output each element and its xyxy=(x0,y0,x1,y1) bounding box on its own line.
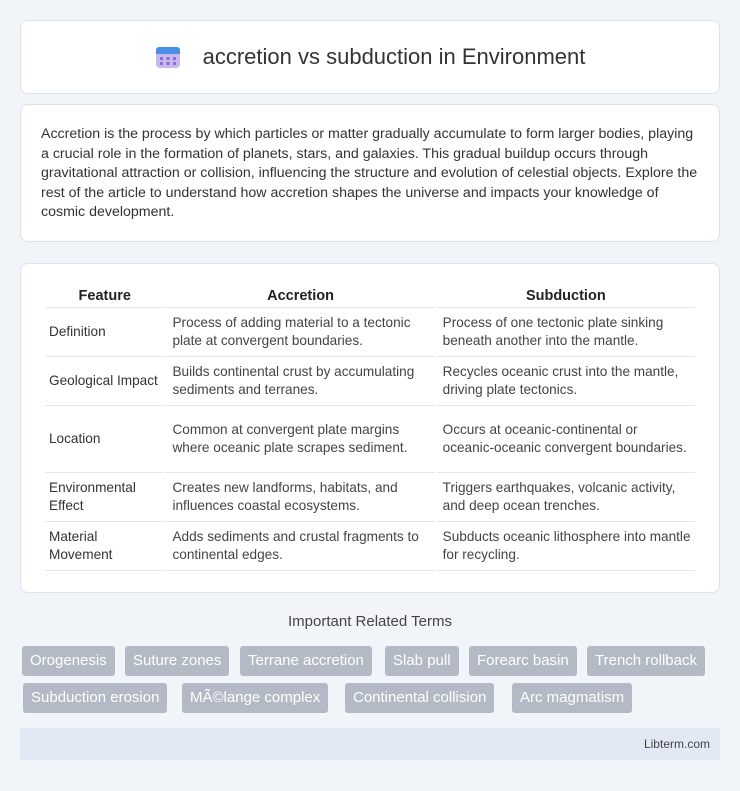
table-cell-subduction: Process of one tectonic plate sinking beneath another into the mantle. xyxy=(437,308,695,357)
intro-card xyxy=(20,104,720,242)
related-terms-title: Important Related Terms xyxy=(288,613,452,630)
tag-orogenesis[interactable]: Orogenesis xyxy=(22,646,115,676)
page-title: accretion vs subduction in Environment xyxy=(202,44,586,69)
tag-suture-zones[interactable]: Suture zones xyxy=(125,646,229,676)
table-row xyxy=(45,308,695,357)
table-cell-feature: Environmental Effect xyxy=(45,473,164,522)
intro-text: Accretion is the process by which particles or matter gradually accumulate to form larger bodies, playing a crucial role in the formation of planets, stars, and galaxies. This gradual buildup occurs through gravitational attraction or collision, influencing the structure and evolution of celestial objects. Explore the rest of the article to understand how accretion shapes the universe and impacts your knowledge of cosmic development. xyxy=(41,126,698,221)
tag-forearc-basin[interactable]: Forearc basin xyxy=(469,646,577,676)
tag-arc-magmatism[interactable]: Arc magmatism xyxy=(512,683,632,713)
table-cell-accretion: Adds sediments and crustal fragments to continental edges. xyxy=(166,522,434,571)
page-header xyxy=(20,20,720,94)
tag-continental-collision[interactable]: Continental collision xyxy=(345,683,494,713)
table-cell-subduction: Recycles oceanic crust into the mantle, driving plate tectonics. xyxy=(437,357,695,406)
tag-subduction-erosion[interactable]: Subduction erosion xyxy=(23,683,167,713)
tag-trench-rollback[interactable]: Trench rollback xyxy=(587,646,705,676)
table-cell-accretion: Creates new landforms, habitats, and influences coastal ecosystems. xyxy=(166,473,434,522)
footer-bar xyxy=(20,728,720,760)
table-header-row xyxy=(45,284,695,308)
comparison-table xyxy=(43,284,697,571)
footer-brand[interactable]: Libterm.com xyxy=(643,737,710,751)
comparison-table-card xyxy=(20,263,720,593)
calendar-icon xyxy=(155,44,181,70)
table-cell-feature: Definition xyxy=(45,308,164,357)
table-row xyxy=(45,522,695,571)
header-feature: Feature xyxy=(45,284,164,308)
table-cell-accretion: Common at convergent plate margins where oceanic plate scrapes sediment. xyxy=(166,406,434,473)
table-cell-subduction: Triggers earthquakes, volcanic activity, and deep ocean trenches. xyxy=(437,473,695,522)
table-cell-subduction: Subducts oceanic lithosphere into mantle for recycling. xyxy=(437,522,695,571)
header-accretion: Accretion xyxy=(166,284,434,308)
table-cell-accretion: Process of adding material to a tectonic plate at convergent boundaries. xyxy=(166,308,434,357)
table-cell-subduction: Occurs at oceanic-continental or oceanic-oceanic convergent boundaries. xyxy=(437,406,695,473)
tag-slab-pull[interactable]: Slab pull xyxy=(385,646,459,676)
table-row xyxy=(45,406,695,473)
table-cell-feature: Location xyxy=(45,406,164,473)
tag-terrane-accretion[interactable]: Terrane accretion xyxy=(240,646,372,676)
table-row xyxy=(45,473,695,522)
header-subduction: Subduction xyxy=(437,284,695,308)
table-cell-feature: Material Movement xyxy=(45,522,164,571)
table-cell-feature: Geological Impact xyxy=(45,357,164,406)
table-cell-accretion: Builds continental crust by accumulating sediments and terranes. xyxy=(166,357,434,406)
table-row xyxy=(45,357,695,406)
tag-melange-complex[interactable]: MÃ©lange complex xyxy=(182,683,328,713)
